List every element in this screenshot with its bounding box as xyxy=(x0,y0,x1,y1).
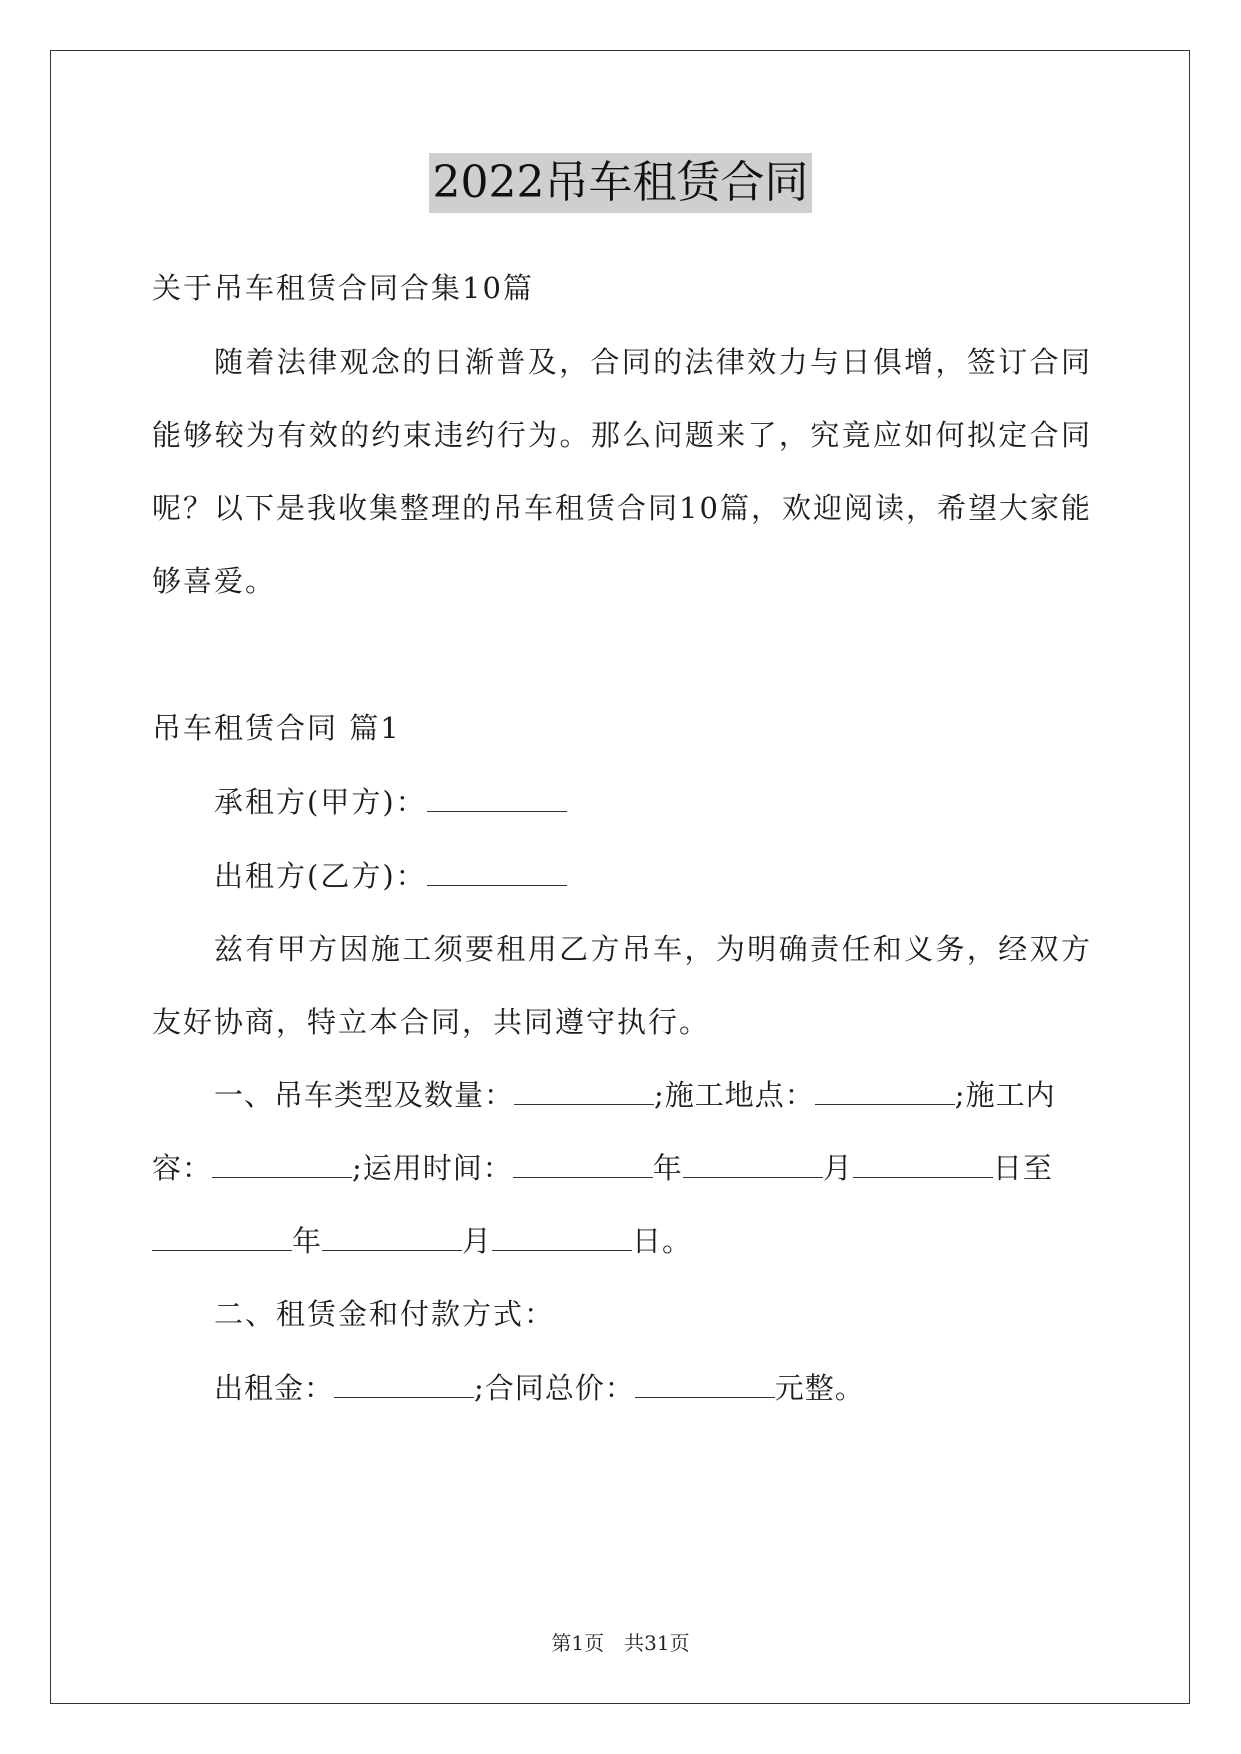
page-footer: 第1页 共31页 xyxy=(551,1631,690,1655)
item1-line1 xyxy=(214,1075,1056,1115)
item1-text: ;施工地点： xyxy=(654,1078,815,1112)
rent-text: 元整。 xyxy=(774,1371,865,1405)
lessee-blank[interactable] xyxy=(427,785,567,812)
start-year-blank[interactable] xyxy=(513,1151,653,1178)
paragraph-line: 能够较为有效的约束违约行为。那么问题来了，究竟应如何拟定合同 xyxy=(152,418,1092,452)
start-day-blank[interactable] xyxy=(853,1151,993,1178)
rent-blank[interactable] xyxy=(334,1371,474,1398)
item1-text: 容： xyxy=(152,1151,213,1185)
end-day-blank[interactable] xyxy=(492,1224,632,1251)
item1-text: 月 xyxy=(462,1224,493,1258)
item2-heading: 二、租赁金和付款方式： xyxy=(214,1297,556,1331)
item1-text: 日至 xyxy=(992,1151,1053,1185)
item1-line3 xyxy=(152,1221,692,1261)
lessor-line xyxy=(214,856,567,896)
end-month-blank[interactable] xyxy=(322,1224,462,1251)
lessor-label: 出租方(乙方)： xyxy=(214,859,427,893)
title-container xyxy=(0,153,1241,213)
paragraph-line: 够喜爱。 xyxy=(152,564,277,598)
rent-line xyxy=(214,1368,865,1408)
item1-text: 一、吊车类型及数量： xyxy=(214,1078,515,1112)
item1-text: 月 xyxy=(822,1151,853,1185)
paragraph-line: 随着法律观念的日渐普及，合同的法律效力与日俱增，签订合同 xyxy=(214,345,1092,379)
item1-text: 年 xyxy=(652,1151,683,1185)
rent-text: 出租金： xyxy=(214,1371,335,1405)
item1-text: ;运用时间： xyxy=(352,1151,513,1185)
paragraph-line: 兹有甲方因施工须要租用乙方吊车，为明确责任和义务，经双方 xyxy=(214,932,1092,966)
paragraph-line: 呢？以下是我收集整理的吊车租赁合同10篇，欢迎阅读，希望大家能 xyxy=(152,491,1092,525)
rent-text: ;合同总价： xyxy=(474,1371,635,1405)
site-blank[interactable] xyxy=(815,1078,955,1105)
item1-text: 日。 xyxy=(632,1224,693,1258)
document-title: 2022吊车租赁合同 xyxy=(429,153,813,213)
item1-line2 xyxy=(152,1148,1053,1188)
item1-text: ;施工内 xyxy=(954,1078,1056,1112)
item1-text: 年 xyxy=(292,1224,323,1258)
start-month-blank[interactable] xyxy=(683,1151,823,1178)
paragraph-line: 友好协商，特立本合同，共同遵守执行。 xyxy=(152,1005,711,1039)
lessee-line xyxy=(214,782,567,822)
content-blank[interactable] xyxy=(212,1151,352,1178)
lessee-label: 承租方(甲方)： xyxy=(214,785,427,819)
section-heading: 吊车租赁合同 篇1 xyxy=(152,711,401,745)
intro-line: 关于吊车租赁合同合集10篇 xyxy=(152,271,534,305)
crane-type-blank[interactable] xyxy=(514,1078,654,1105)
lessor-blank[interactable] xyxy=(427,859,567,886)
total-price-blank[interactable] xyxy=(635,1371,775,1398)
end-year-blank[interactable] xyxy=(152,1224,292,1251)
